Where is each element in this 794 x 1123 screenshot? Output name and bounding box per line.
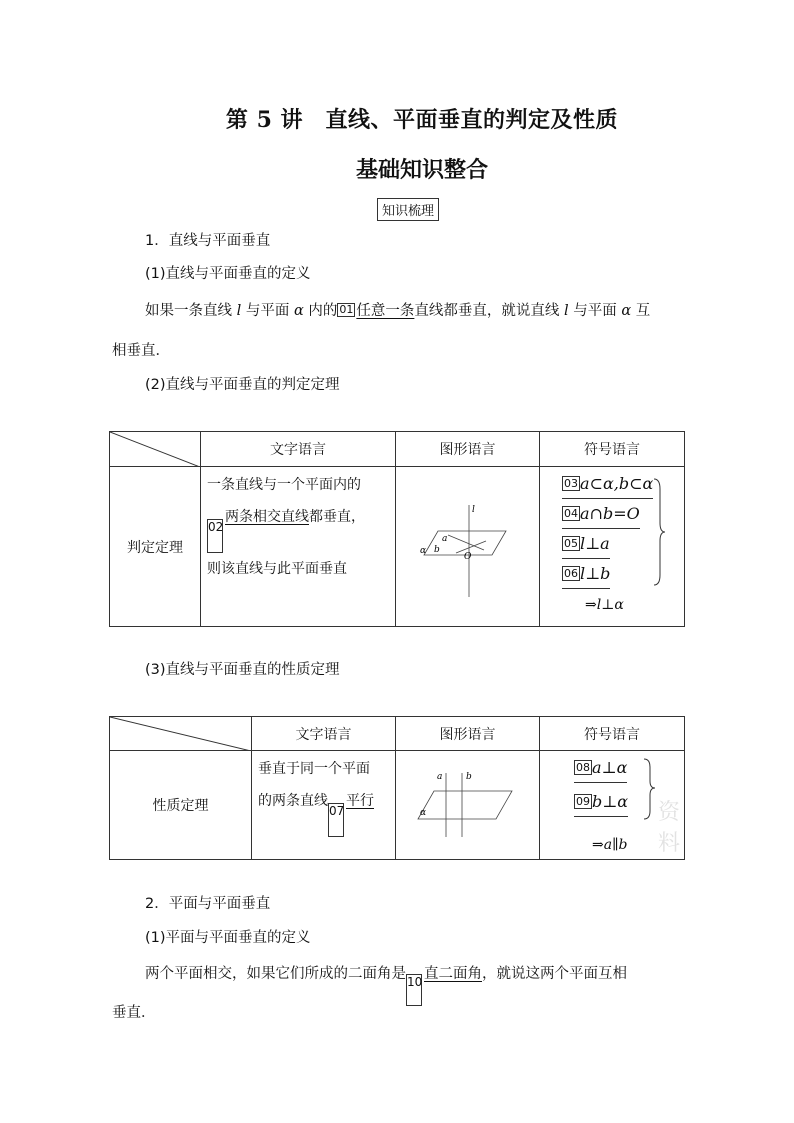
blank-number-09: 09	[576, 795, 590, 808]
label-a: a	[437, 772, 443, 782]
blank-number-10: 10	[406, 974, 422, 1006]
definition-line1	[145, 301, 650, 321]
def-text: 与平面	[568, 303, 622, 319]
watermark: 资料	[658, 800, 681, 856]
section-subtitle: 基础知识整合	[355, 157, 488, 183]
header-symbol-language: 符号语言	[540, 717, 685, 751]
symbol-expr-08: a⊥α	[592, 758, 628, 777]
symbol-expr-06: l⊥b	[580, 564, 611, 583]
symbol-expr-05: l⊥a	[580, 534, 610, 553]
right-brace	[652, 477, 666, 587]
label-a: a	[442, 534, 448, 544]
symbol-row-05	[562, 533, 610, 559]
symbol-row-09	[574, 791, 628, 817]
property-text-pre: 的两条直线	[258, 793, 328, 809]
row-label-property: 性质定理	[110, 751, 252, 860]
header-figure-language: 图形语言	[396, 432, 540, 467]
symbol-expr-04: a∩b=O	[580, 504, 640, 523]
symbol-row-06	[562, 563, 610, 589]
var-alpha: α	[293, 303, 304, 319]
blank-number-01: 01	[339, 303, 354, 316]
symbol-expr-03: a⊂α,b⊂α	[580, 474, 654, 493]
section1-p1-heading: (1)直线与平面垂直的定义	[145, 266, 311, 282]
row-label-judgement: 判定定理	[110, 467, 201, 627]
page-title: 第 5 讲 直线、平面垂直的判定及性质	[225, 107, 619, 133]
label-alpha: α	[420, 546, 427, 556]
diagonal-line	[110, 717, 251, 751]
blank-answer-01: 任意一条	[356, 303, 415, 319]
blank-number-06: 06	[564, 567, 578, 580]
var-l: l	[563, 303, 569, 319]
symbol-expr-09: b⊥α	[592, 792, 629, 811]
plane-alpha-shape	[418, 791, 512, 819]
judgement-theorem-table	[109, 431, 685, 627]
knowledge-tag: 知识梳理	[377, 198, 439, 221]
header-figure-language: 图形语言	[396, 717, 540, 751]
blank-number-04: 04	[564, 507, 578, 520]
section1-p3-heading: (3)直线与平面垂直的性质定理	[145, 662, 340, 678]
label-O: O	[464, 552, 472, 562]
line-a	[448, 535, 484, 550]
def-text: 与平面	[241, 303, 294, 319]
def-text: 互	[631, 303, 651, 319]
definition-line2: 相垂直．	[112, 343, 170, 359]
parallel-lines-plane-figure	[396, 751, 539, 860]
property-conclusion: ⇒a∥b	[592, 837, 628, 853]
label-alpha: α	[420, 808, 427, 818]
property-text-cell	[252, 751, 396, 860]
judgement-text-cell	[201, 467, 396, 627]
section1-heading: 1．直线与平面垂直	[145, 233, 271, 249]
judgement-text-line2	[201, 501, 395, 553]
judgement-text-line3: 则该直线与此平面垂直	[207, 561, 347, 577]
plane-definition-line2: 垂直．	[112, 1005, 156, 1021]
section2-heading: 2．平面与平面垂直	[145, 896, 271, 912]
var-l: l	[236, 303, 242, 319]
blank-number-05: 05	[564, 537, 578, 550]
header-text-language: 文字语言	[252, 717, 396, 751]
blank-number-08: 08	[576, 761, 590, 774]
var-alpha: α	[621, 303, 632, 319]
line-perpendicular-plane-figure	[396, 467, 539, 627]
right-brace	[642, 757, 656, 821]
property-text-line1: 垂直于同一个平面	[258, 761, 370, 777]
symbol-row-04	[562, 503, 640, 529]
judgement-text-line1: 一条直线与一个平面内的	[207, 477, 361, 493]
property-theorem-table	[109, 716, 685, 860]
judgement-text-end: 都垂直，	[309, 509, 365, 525]
section2-p1-heading: (1)平面与平面垂直的定义	[145, 930, 311, 946]
label-b: b	[434, 545, 440, 555]
diagonal-line	[110, 432, 200, 467]
blank-number-03: 03	[564, 477, 578, 490]
property-symbol-cell	[540, 751, 685, 860]
def-text: ，就说这两个平面互相	[482, 966, 627, 982]
diagonal-header-cell	[110, 432, 201, 467]
blank-answer-02: 两条相交直线	[225, 509, 309, 525]
label-l: l	[472, 505, 475, 515]
judgement-figure-cell	[396, 467, 540, 627]
property-text-line2	[252, 785, 395, 837]
def-text: 直线都垂直，就说直线	[414, 303, 564, 319]
blank-number-07: 07	[328, 803, 344, 837]
def-text: 内的	[303, 303, 338, 319]
plane-definition-line1	[145, 964, 627, 1006]
header-text-language: 文字语言	[201, 432, 396, 467]
section1-p2-heading: (2)直线与平面垂直的判定定理	[145, 377, 340, 393]
blank-answer-10: 直二面角	[424, 966, 482, 982]
header-symbol-language: 符号语言	[540, 432, 685, 467]
def-text: 如果一条直线	[145, 303, 237, 319]
property-figure-cell	[396, 751, 540, 860]
diagonal-header-cell	[110, 717, 252, 751]
def-text: 两个平面相交，如果它们所成的二面角是	[145, 966, 406, 982]
blank-number-02: 02	[207, 519, 223, 553]
blank-answer-07: 平行	[346, 793, 374, 809]
judgement-symbol-cell	[540, 467, 685, 627]
judgement-conclusion: ⇒l⊥α	[585, 597, 624, 613]
symbol-row-03	[562, 473, 653, 499]
symbol-row-08	[574, 757, 627, 783]
label-b: b	[466, 772, 472, 782]
